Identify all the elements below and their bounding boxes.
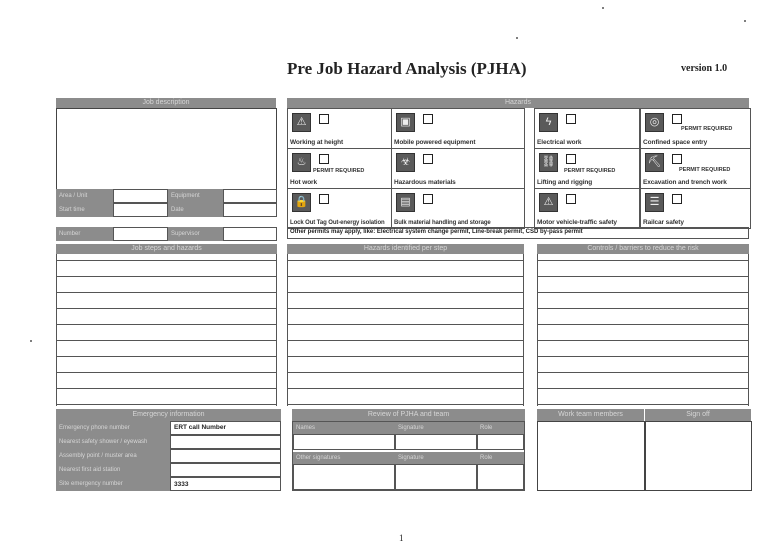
other-signatures-label: Other signatures — [293, 452, 395, 464]
chemical-icon: ☣ — [396, 153, 415, 172]
sign-off-field[interactable] — [645, 421, 752, 491]
checkbox[interactable] — [423, 114, 433, 124]
hazard-railcar[interactable] — [640, 188, 751, 229]
hazard-lifting-rigging[interactable] — [534, 148, 640, 189]
permit-required-label: PERMIT REQUIRED — [679, 167, 731, 173]
page-number: 1 — [399, 533, 404, 543]
permit-required-label: PERMIT REQUIRED — [681, 126, 733, 132]
other-role-input[interactable] — [477, 464, 524, 490]
hazard-lockout-tagout[interactable] — [287, 188, 393, 229]
signature-label: Signature — [395, 422, 477, 434]
hazard-label: Hazardous materials — [394, 179, 456, 186]
emergency-row-value[interactable]: ERT call Number — [170, 421, 281, 435]
number-label: Number — [56, 227, 113, 241]
start-time-label: Start time — [56, 203, 113, 217]
area-input[interactable] — [113, 189, 168, 203]
hazard-label: Motor vehicle-traffic safety — [537, 219, 617, 226]
emergency-row-label: Emergency phone number — [56, 421, 170, 435]
checkbox[interactable] — [423, 194, 433, 204]
start-time-input[interactable] — [113, 203, 168, 217]
railcar-icon: ☰ — [645, 193, 664, 212]
hazard-label: Confined space entry — [643, 139, 708, 146]
review-name-input[interactable] — [293, 434, 395, 450]
hazard-label: Electrical work — [537, 139, 582, 146]
job-description-field[interactable] — [56, 108, 277, 190]
version-label: version 1.0 — [681, 63, 728, 74]
hazard-label: Lock Out Tag Out-energy isolation — [290, 220, 385, 226]
names-label: Names — [293, 422, 395, 434]
emergency-row-label: Site emergency number — [56, 477, 170, 491]
checkbox[interactable] — [672, 154, 682, 164]
hazard-working-at-height[interactable] — [287, 108, 393, 149]
permit-required-label: PERMIT REQUIRED — [564, 168, 616, 174]
pallet-icon: ▤ — [396, 193, 415, 212]
date-label: Date — [168, 203, 223, 217]
flame-icon: ♨ — [292, 153, 311, 172]
checkbox[interactable] — [566, 114, 576, 124]
review-header: Review of PJHA and team — [292, 409, 525, 421]
traffic-icon: ⚠ — [539, 193, 558, 212]
controls-lines[interactable] — [537, 254, 749, 406]
hazard-label: Railcar safety — [643, 219, 684, 226]
work-team-field[interactable] — [537, 421, 645, 491]
tank-icon: ◎ — [645, 113, 664, 132]
job-info-grid — [56, 189, 277, 245]
emergency-row-value[interactable] — [170, 449, 281, 463]
lightning-icon: ϟ — [539, 113, 558, 132]
equipment-input[interactable] — [223, 189, 277, 203]
date-input[interactable] — [223, 203, 277, 217]
hazard-label: Working at height — [290, 139, 344, 146]
number-input[interactable] — [113, 227, 168, 241]
hazard-motor-vehicle[interactable] — [534, 188, 640, 229]
hazard-label: Mobile powered equipment — [394, 139, 476, 146]
hazard-electrical-work[interactable] — [534, 108, 640, 149]
hazards-header: Hazards — [287, 98, 749, 108]
checkbox[interactable] — [672, 194, 682, 204]
signature-label: Signature — [395, 452, 477, 464]
hazard-mobile-equipment[interactable] — [391, 108, 525, 149]
hazards-identified-lines[interactable] — [287, 254, 524, 406]
ladder-icon: ⚠ — [292, 113, 311, 132]
other-name-input[interactable] — [293, 464, 395, 490]
hazards-identified-header: Hazards identified per step — [287, 244, 524, 254]
job-steps-header: Job steps and hazards — [56, 244, 277, 254]
other-permits-note: Other permits may apply, like: Electrical system change permit, Line-break permit, CSD by-pass permit — [290, 229, 583, 235]
emergency-row-label: Assembly point / muster area — [56, 449, 170, 463]
controls-header: Controls / barriers to reduce the risk — [537, 244, 749, 254]
job-steps-lines[interactable] — [56, 254, 277, 406]
hazard-confined-space[interactable] — [640, 108, 751, 149]
hazard-bulk-material[interactable] — [391, 188, 525, 229]
forklift-icon: ▣ — [396, 113, 415, 132]
area-label: Area / Unit — [56, 189, 113, 203]
checkbox[interactable] — [566, 194, 576, 204]
other-permits-box — [287, 227, 749, 239]
work-team-header: Work team members — [537, 409, 644, 421]
checkbox[interactable] — [319, 194, 329, 204]
page-title: Pre Job Hazard Analysis (PJHA) — [287, 59, 527, 78]
other-signature-input[interactable] — [395, 464, 477, 490]
emergency-table — [56, 421, 281, 491]
sign-off-header: Sign off — [645, 409, 751, 421]
excavation-icon: ⛏ — [645, 153, 664, 172]
review-signature-input[interactable] — [395, 434, 477, 450]
equipment-label: Equipment — [168, 189, 223, 203]
emergency-row-label: Nearest first aid station — [56, 463, 170, 477]
role-label: Role — [477, 452, 524, 464]
lock-icon: 🔒 — [292, 193, 311, 212]
job-description-header: Job description — [56, 98, 276, 108]
hazard-label: Lifting and rigging — [537, 179, 593, 186]
emergency-row-label: Nearest safety shower / eyewash — [56, 435, 170, 449]
supervisor-label: Supervisor — [168, 227, 223, 241]
hazard-hot-work[interactable] — [287, 148, 393, 189]
checkbox[interactable] — [566, 154, 576, 164]
role-label: Role — [477, 422, 524, 434]
hazard-hazardous-materials[interactable] — [391, 148, 525, 189]
crane-icon: ⛓ — [539, 153, 558, 172]
hazard-label: Hot work — [290, 179, 318, 186]
permit-required-label: PERMIT REQUIRED — [313, 168, 365, 174]
checkbox[interactable] — [319, 154, 329, 164]
hazard-excavation[interactable] — [640, 148, 751, 189]
supervisor-input[interactable] — [223, 227, 277, 241]
hazard-label: Excavation and trench work — [643, 179, 727, 186]
checkbox[interactable] — [319, 114, 329, 124]
emergency-row-value[interactable] — [170, 435, 281, 449]
checkbox[interactable] — [423, 154, 433, 164]
emergency-row-value[interactable]: 3333 — [170, 477, 281, 491]
hazards-grid — [287, 108, 749, 228]
emergency-row-value[interactable] — [170, 463, 281, 477]
emergency-header: Emergency information — [56, 409, 281, 421]
review-role-input[interactable] — [477, 434, 524, 450]
review-table — [292, 421, 525, 491]
hazard-label: Bulk material handling and storage — [394, 220, 491, 226]
checkbox[interactable] — [672, 114, 682, 124]
